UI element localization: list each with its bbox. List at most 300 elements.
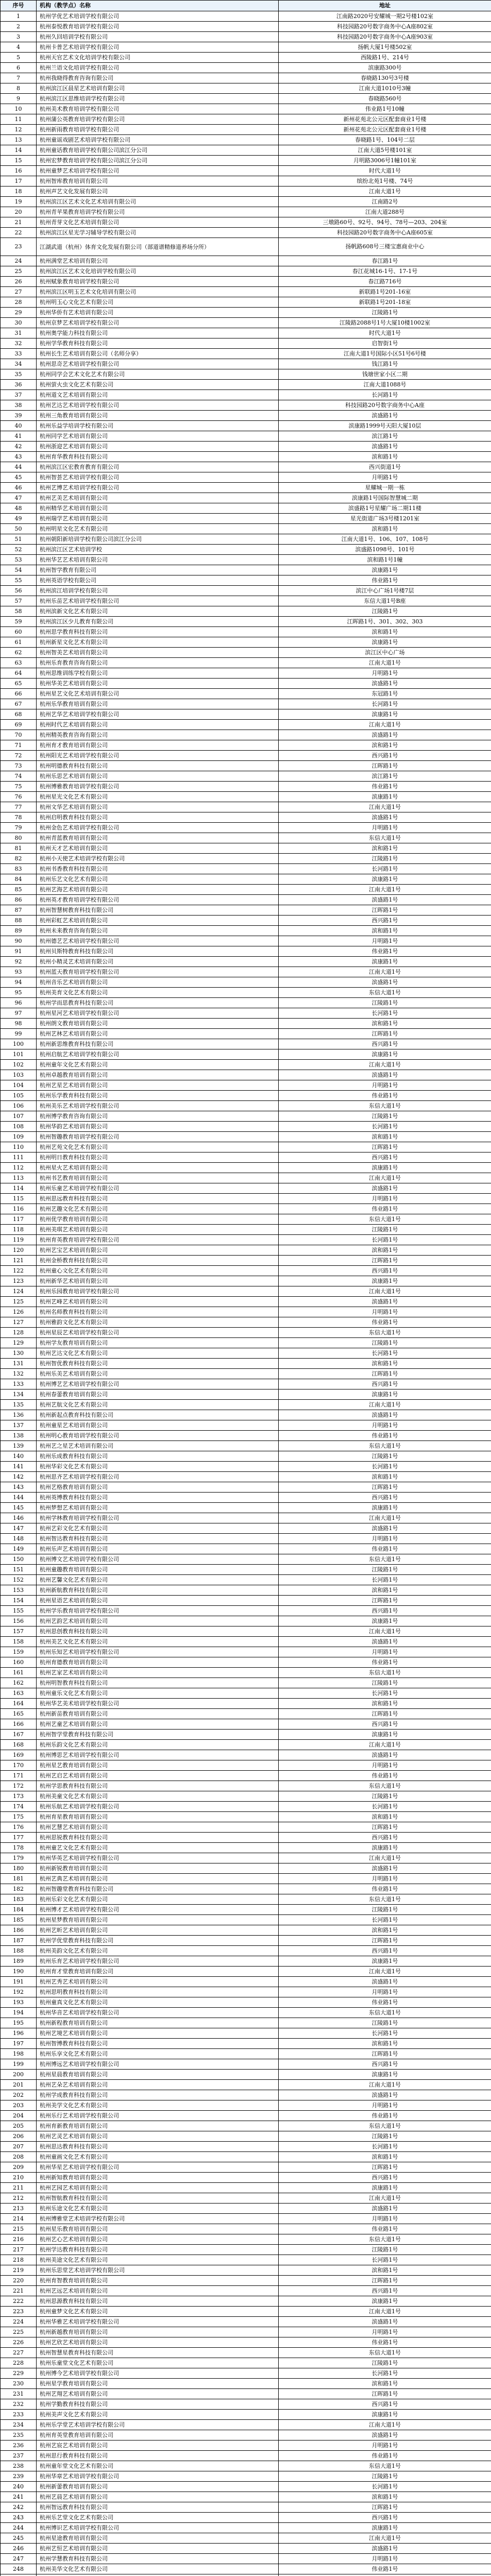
row-address: 滨盛路1号 bbox=[279, 895, 491, 905]
table-row bbox=[1, 228, 491, 238]
row-institution-name: 杭州华英艺术培训学校有限公司 bbox=[37, 1853, 279, 1863]
row-serial-number: 173 bbox=[1, 1791, 37, 1802]
row-address: 江南大道1号 bbox=[279, 2307, 491, 2317]
row-institution-name: 杭州卡普艺术培训学校有限公司 bbox=[37, 42, 279, 53]
row-serial-number: 189 bbox=[1, 1956, 37, 1967]
row-address: 江南大道1号国际小区51号6号楼 bbox=[279, 349, 491, 359]
row-address: 东信大道1号 bbox=[279, 1214, 491, 1225]
row-serial-number: 23 bbox=[1, 238, 37, 256]
row-serial-number: 225 bbox=[1, 2327, 37, 2337]
row-serial-number: 178 bbox=[1, 1843, 37, 1853]
row-address: 西兴路1号 bbox=[279, 916, 491, 926]
row-institution-name: 杭州思维训练学校有限公司 bbox=[37, 668, 279, 679]
row-address: 月明路1号 bbox=[279, 2100, 491, 2111]
table-row bbox=[1, 1070, 491, 1080]
row-institution-name: 杭州艺馨文化艺术有限公司 bbox=[37, 1575, 279, 1585]
table-row bbox=[1, 2018, 491, 2028]
row-address: 滨江区中心广场 bbox=[279, 648, 491, 658]
row-serial-number: 170 bbox=[1, 1760, 37, 1771]
row-address: 滨康路1号 bbox=[279, 1276, 491, 1286]
row-institution-name: 杭州德艺艺术培训学校有限公司 bbox=[37, 936, 279, 946]
row-address: 滨盛路1号星耀广场二期11楼 bbox=[279, 503, 491, 514]
row-address: 月明路1号 bbox=[279, 2214, 491, 2224]
table-row bbox=[1, 2090, 491, 2100]
row-address: 月明路1号 bbox=[279, 1874, 491, 1884]
row-institution-name: 杭州朝阳新培训学校有限公司滨江分公司 bbox=[37, 534, 279, 545]
row-serial-number: 210 bbox=[1, 2173, 37, 2183]
row-address: 长河路1号 bbox=[279, 1575, 491, 1585]
row-institution-name: 杭州艺昕艺术培训有限公司 bbox=[37, 1925, 279, 1936]
table-row bbox=[1, 1400, 491, 1410]
table-row bbox=[1, 1843, 491, 1853]
row-institution-name: 杭州华彩文化艺术有限公司 bbox=[37, 1462, 279, 1472]
row-serial-number: 104 bbox=[1, 1080, 37, 1091]
table-row bbox=[1, 2245, 491, 2255]
row-address: 滨康路1号 bbox=[279, 1049, 491, 1060]
row-institution-name: 杭州博文艺术培训学校有限公司 bbox=[37, 1554, 279, 1565]
row-address: 长河路1号 bbox=[279, 2255, 491, 2265]
row-serial-number: 76 bbox=[1, 792, 37, 802]
table-row bbox=[1, 2379, 491, 2389]
table-row bbox=[1, 1554, 491, 1565]
table-row bbox=[1, 1894, 491, 1905]
row-address: 月明路1号 bbox=[279, 2441, 491, 2451]
row-serial-number: 9 bbox=[1, 94, 37, 104]
row-address: 江南大道1号 bbox=[279, 1740, 491, 1750]
row-serial-number: 117 bbox=[1, 1214, 37, 1225]
row-serial-number: 66 bbox=[1, 689, 37, 699]
row-institution-name: 杭州童年文化艺术有限公司 bbox=[37, 1060, 279, 1070]
row-address: 长河路1号 bbox=[279, 390, 491, 400]
row-institution-name: 杭州滨江区少儿教育有限公司 bbox=[37, 617, 279, 627]
row-address: 滨盛路1号 bbox=[279, 1750, 491, 1760]
row-serial-number: 88 bbox=[1, 916, 37, 926]
table-row bbox=[1, 1049, 491, 1060]
table-row bbox=[1, 751, 491, 761]
row-address: 滨和路1号 bbox=[279, 2492, 491, 2502]
row-institution-name: 杭州智航教育科技有限公司 bbox=[37, 2193, 279, 2204]
row-serial-number: 151 bbox=[1, 1565, 37, 1575]
table-row bbox=[1, 462, 491, 472]
row-institution-name: 杭州乐学堂艺术培训学校有限公司 bbox=[37, 2420, 279, 2430]
row-address: 滨盛路1号 bbox=[279, 1070, 491, 1080]
row-serial-number: 137 bbox=[1, 1420, 37, 1431]
row-address: 东信大道1号 bbox=[279, 2008, 491, 2018]
row-address: 西兴路1号 bbox=[279, 751, 491, 761]
row-serial-number: 32 bbox=[1, 338, 37, 349]
row-institution-name: 杭州久回培训学校有限公司 bbox=[37, 32, 279, 42]
table-row bbox=[1, 217, 491, 228]
row-institution-name: 杭州艺韵艺术培训有限公司 bbox=[37, 1616, 279, 1626]
row-address: 伟业路1号 bbox=[279, 1884, 491, 1894]
row-address: 缤纷北苑1号楼、74号 bbox=[279, 176, 491, 187]
row-serial-number: 131 bbox=[1, 1359, 37, 1369]
row-address: 江南大道1号 bbox=[279, 1626, 491, 1637]
table-row bbox=[1, 658, 491, 668]
row-institution-name: 杭州明日教育科技有限公司 bbox=[37, 1153, 279, 1163]
table-row bbox=[1, 1194, 491, 1204]
row-institution-name: 杭州新雨教育培训学校有限公司 bbox=[37, 125, 279, 135]
table-row bbox=[1, 277, 491, 287]
table-row bbox=[1, 2183, 491, 2193]
row-institution-name: 杭州滨江区艺术文化艺术培训有限公司 bbox=[37, 197, 279, 207]
row-institution-name: 杭州兰语文化培训学校有限公司 bbox=[37, 63, 279, 73]
table-row bbox=[1, 53, 491, 63]
row-serial-number: 218 bbox=[1, 2255, 37, 2265]
row-institution-name: 杭州艺翔艺术培训有限公司 bbox=[37, 2389, 279, 2399]
table-row bbox=[1, 359, 491, 369]
row-serial-number: 55 bbox=[1, 575, 37, 586]
row-address: 月明路1号 bbox=[279, 2554, 491, 2564]
row-institution-name: 杭州童谣戏剧艺术培训学校有限公司 bbox=[37, 135, 279, 145]
table-row bbox=[1, 2162, 491, 2173]
row-serial-number: 169 bbox=[1, 1750, 37, 1760]
row-address: 滨和路1号 bbox=[279, 1812, 491, 1822]
row-address: 星耀城一期一栋 bbox=[279, 483, 491, 493]
table-row bbox=[1, 2152, 491, 2162]
row-institution-name: 杭州华章艺术培训学校有限公司 bbox=[37, 2471, 279, 2482]
row-institution-name: 杭州精英教育咨询有限公司 bbox=[37, 730, 279, 740]
table-row bbox=[1, 2039, 491, 2049]
table-row bbox=[1, 1513, 491, 1523]
row-serial-number: 193 bbox=[1, 1997, 37, 2008]
row-address: 江晖路1号 bbox=[279, 1369, 491, 1379]
row-serial-number: 237 bbox=[1, 2451, 37, 2461]
row-serial-number: 54 bbox=[1, 565, 37, 575]
table-row bbox=[1, 2471, 491, 2482]
row-serial-number: 141 bbox=[1, 1462, 37, 1472]
row-institution-name: 杭州艺达文化艺术有限公司 bbox=[37, 1348, 279, 1359]
table-row bbox=[1, 709, 491, 720]
row-serial-number: 144 bbox=[1, 1493, 37, 1503]
row-address: 滨盛路1号 bbox=[279, 812, 491, 823]
table-row bbox=[1, 555, 491, 565]
row-serial-number: 87 bbox=[1, 905, 37, 916]
row-address: 江晖路1号 bbox=[279, 2389, 491, 2399]
row-serial-number: 182 bbox=[1, 1884, 37, 1894]
table-row bbox=[1, 166, 491, 176]
row-institution-name: 杭州艺达艺术培训学校有限公司 bbox=[37, 400, 279, 411]
row-serial-number: 33 bbox=[1, 349, 37, 359]
row-serial-number: 42 bbox=[1, 442, 37, 452]
row-address: 滨和路1号 bbox=[279, 1359, 491, 1369]
row-address: 滨和路1号 bbox=[279, 740, 491, 751]
row-serial-number: 163 bbox=[1, 1688, 37, 1699]
row-serial-number: 175 bbox=[1, 1812, 37, 1822]
row-institution-name: 杭州艺秀艺术培训有限公司 bbox=[37, 1977, 279, 1987]
row-serial-number: 65 bbox=[1, 679, 37, 689]
row-institution-name: 杭州智趣堂教育科技有限公司 bbox=[37, 1884, 279, 1894]
row-serial-number: 91 bbox=[1, 946, 37, 957]
row-institution-name: 杭州蓝天教育培训学校有限公司 bbox=[37, 967, 279, 977]
row-institution-name: 杭州智博教育科技有限公司 bbox=[37, 2039, 279, 2049]
row-serial-number: 112 bbox=[1, 1163, 37, 1173]
table-row bbox=[1, 1153, 491, 1163]
table-row bbox=[1, 2502, 491, 2513]
row-serial-number: 81 bbox=[1, 843, 37, 854]
row-address: 伟业路1号 bbox=[279, 2224, 491, 2234]
row-serial-number: 58 bbox=[1, 606, 37, 617]
table-row bbox=[1, 2059, 491, 2070]
row-institution-name: 杭州华雅艺术培训学校有限公司 bbox=[37, 2317, 279, 2327]
row-institution-name: 杭州优学教育培训有限公司 bbox=[37, 1214, 279, 1225]
row-institution-name: 杭州滨江培训学校有限公司 bbox=[37, 586, 279, 596]
row-serial-number: 160 bbox=[1, 1657, 37, 1668]
row-address: 滨盛路1号 bbox=[279, 411, 491, 421]
row-address: 月明路1号 bbox=[279, 936, 491, 946]
row-institution-name: 杭州学慧教育科技有限公司 bbox=[37, 2554, 279, 2564]
row-address: 滨盛路1号 bbox=[279, 679, 491, 689]
row-institution-name: 杭州乐艺堂文化艺术有限公司 bbox=[37, 2513, 279, 2523]
row-address: 滨和路1号 bbox=[279, 627, 491, 637]
row-institution-name: 杭州星河艺术培训学校有限公司 bbox=[37, 1008, 279, 1019]
row-address: 滨康路1号 bbox=[279, 709, 491, 720]
row-institution-name: 杭州我晓得教育咨询有限公司 bbox=[37, 73, 279, 83]
row-address: 滨和路1号 bbox=[279, 524, 491, 534]
row-address: 西兴路1号 bbox=[279, 1719, 491, 1730]
row-institution-name: 杭州美琪艺术培训有限公司 bbox=[37, 1225, 279, 1235]
row-serial-number: 248 bbox=[1, 2564, 37, 2574]
row-serial-number: 36 bbox=[1, 380, 37, 390]
table-row bbox=[1, 287, 491, 297]
row-institution-name: 杭州乐苗艺术培训学校有限公司 bbox=[37, 596, 279, 606]
table-row bbox=[1, 369, 491, 380]
table-row bbox=[1, 2492, 491, 2502]
row-serial-number: 67 bbox=[1, 699, 37, 709]
table-header bbox=[1, 1, 491, 11]
row-address: 伟业路1号 bbox=[279, 1544, 491, 1554]
row-serial-number: 165 bbox=[1, 1709, 37, 1719]
row-serial-number: 48 bbox=[1, 503, 37, 514]
table-row bbox=[1, 1750, 491, 1760]
row-address: 滨盛路1号 bbox=[279, 977, 491, 988]
row-serial-number: 192 bbox=[1, 1987, 37, 1997]
table-row bbox=[1, 1142, 491, 1153]
row-serial-number: 86 bbox=[1, 895, 37, 905]
row-serial-number: 183 bbox=[1, 1894, 37, 1905]
table-row bbox=[1, 720, 491, 730]
table-row bbox=[1, 2255, 491, 2265]
row-serial-number: 190 bbox=[1, 1967, 37, 1977]
table-row bbox=[1, 452, 491, 462]
row-institution-name: 杭州华美艺术培训有限公司 bbox=[37, 679, 279, 689]
table-row bbox=[1, 1596, 491, 1606]
row-address: 东冠路1号 bbox=[279, 689, 491, 699]
row-institution-name: 杭州童梦文化艺术有限公司 bbox=[37, 2307, 279, 2317]
row-institution-name: 杭州育才堂教育培训有限公司 bbox=[37, 1967, 279, 1977]
table-row bbox=[1, 854, 491, 864]
row-serial-number: 1 bbox=[1, 11, 37, 22]
row-serial-number: 51 bbox=[1, 534, 37, 545]
row-serial-number: 145 bbox=[1, 1503, 37, 1513]
row-institution-name: 杭州乐航艺术培训学校有限公司 bbox=[37, 1802, 279, 1812]
row-institution-name: 杭州童乐文化艺术有限公司 bbox=[37, 1688, 279, 1699]
row-address: 滨康路1号 bbox=[279, 2410, 491, 2420]
table-row bbox=[1, 1719, 491, 1730]
table-row bbox=[1, 2482, 491, 2492]
row-serial-number: 180 bbox=[1, 1863, 37, 1874]
row-address: 长河路1号 bbox=[279, 699, 491, 709]
row-address: 滨康路1号 bbox=[279, 1956, 491, 1967]
row-address: 长河路1号 bbox=[279, 2142, 491, 2152]
row-institution-name: 杭州天官艺术文化培训学校有限公司 bbox=[37, 53, 279, 63]
row-address: 伟业路1号 bbox=[279, 1997, 491, 2008]
row-address: 春江路1号 bbox=[279, 256, 491, 266]
row-serial-number: 2 bbox=[1, 22, 37, 32]
row-serial-number: 247 bbox=[1, 2554, 37, 2564]
row-institution-name: 杭州萤火虫文化艺术有限公司 bbox=[37, 380, 279, 390]
row-address: 滨和路1号 bbox=[279, 1245, 491, 1256]
table-row bbox=[1, 730, 491, 740]
row-address: 科技园路20号数字商务中心A座605室 bbox=[279, 228, 491, 238]
table-row bbox=[1, 22, 491, 32]
row-serial-number: 246 bbox=[1, 2544, 37, 2554]
row-address: 滨盛路1号 bbox=[279, 1297, 491, 1307]
table-row bbox=[1, 2358, 491, 2368]
row-address: 扬帆大厦1号楼502室 bbox=[279, 42, 491, 53]
table-row bbox=[1, 1359, 491, 1369]
row-address: 滨康路1号 bbox=[279, 1843, 491, 1853]
row-serial-number: 231 bbox=[1, 2389, 37, 2399]
row-address: 月明路1号 bbox=[279, 1420, 491, 1431]
table-row bbox=[1, 1214, 491, 1225]
table-row bbox=[1, 197, 491, 207]
table-row bbox=[1, 895, 491, 905]
row-address: 春晓路560号 bbox=[279, 94, 491, 104]
row-serial-number: 121 bbox=[1, 1256, 37, 1266]
table-row bbox=[1, 1204, 491, 1214]
row-serial-number: 31 bbox=[1, 328, 37, 338]
row-institution-name: 杭州育德教育培训有限公司 bbox=[37, 1657, 279, 1668]
row-institution-name: 杭州学思教育科技有限公司 bbox=[37, 1781, 279, 1791]
table-row bbox=[1, 926, 491, 936]
row-institution-name: 杭州育新教育培训有限公司 bbox=[37, 2121, 279, 2131]
row-serial-number: 164 bbox=[1, 1699, 37, 1709]
table-row bbox=[1, 1936, 491, 1946]
table-row bbox=[1, 792, 491, 802]
table-row bbox=[1, 1369, 491, 1379]
table-row bbox=[1, 104, 491, 114]
row-serial-number: 233 bbox=[1, 2410, 37, 2420]
row-serial-number: 148 bbox=[1, 1534, 37, 1544]
table-row bbox=[1, 2008, 491, 2018]
row-serial-number: 74 bbox=[1, 771, 37, 782]
row-institution-name: 杭州艺苑文化艺术有限公司 bbox=[37, 1142, 279, 1153]
row-address: 西兴路1号 bbox=[279, 2399, 491, 2410]
row-institution-name: 杭州思达教育科技有限公司 bbox=[37, 2142, 279, 2152]
table-row bbox=[1, 1977, 491, 1987]
table-row bbox=[1, 916, 491, 926]
row-institution-name: 杭州艺美艺术培训有限公司 bbox=[37, 493, 279, 503]
row-institution-name: 杭州满堂艺术培训有限公司 bbox=[37, 256, 279, 266]
row-serial-number: 166 bbox=[1, 1719, 37, 1730]
row-address: 长河路1号 bbox=[279, 1348, 491, 1359]
row-address: 滨和路1号 bbox=[279, 2152, 491, 2162]
row-address: 滨盛路1号 bbox=[279, 442, 491, 452]
row-address: 江南大道5号楼101室 bbox=[279, 145, 491, 156]
row-institution-name: 杭州美途文化艺术有限公司 bbox=[37, 2255, 279, 2265]
row-serial-number: 109 bbox=[1, 1132, 37, 1142]
row-serial-number: 177 bbox=[1, 1833, 37, 1843]
table-row bbox=[1, 1029, 491, 1039]
row-address: 滨和路1号 bbox=[279, 452, 491, 462]
table-row bbox=[1, 864, 491, 874]
table-row bbox=[1, 1019, 491, 1029]
table-row bbox=[1, 1637, 491, 1647]
table-row bbox=[1, 812, 491, 823]
row-address: 江南大道1号 bbox=[279, 1060, 491, 1070]
row-serial-number: 156 bbox=[1, 1616, 37, 1626]
row-address: 西兴路1号 bbox=[279, 1153, 491, 1163]
row-institution-name: 杭州彩虹艺术培训有限公司 bbox=[37, 916, 279, 926]
row-serial-number: 157 bbox=[1, 1626, 37, 1637]
row-serial-number: 207 bbox=[1, 2142, 37, 2152]
table-row bbox=[1, 833, 491, 843]
row-institution-name: 杭州艺慧艺术培训有限公司 bbox=[37, 1822, 279, 1833]
row-address: 科技园路20号数字商务中心A座 bbox=[279, 400, 491, 411]
row-address: 滨盛路1098号、101号 bbox=[279, 545, 491, 555]
row-serial-number: 201 bbox=[1, 2080, 37, 2090]
table-row bbox=[1, 1874, 491, 1884]
table-row bbox=[1, 2554, 491, 2564]
row-institution-name: 杭州乐途文化艺术有限公司 bbox=[37, 2204, 279, 2214]
row-address: 江晖路1号 bbox=[279, 2276, 491, 2286]
row-serial-number: 25 bbox=[1, 266, 37, 277]
row-institution-name: 杭州学优艺术培训学校有限公司 bbox=[37, 11, 279, 22]
table-row bbox=[1, 1585, 491, 1596]
table-row bbox=[1, 1503, 491, 1513]
table-row bbox=[1, 586, 491, 596]
table-row bbox=[1, 802, 491, 812]
row-serial-number: 220 bbox=[1, 2276, 37, 2286]
row-address: 长河路1号 bbox=[279, 2368, 491, 2379]
row-address: 月明路1号 bbox=[279, 1307, 491, 1317]
row-address: 江南大道1号 bbox=[279, 802, 491, 812]
row-serial-number: 70 bbox=[1, 730, 37, 740]
row-institution-name: 杭州艺欣艺术培训有限公司 bbox=[37, 2337, 279, 2348]
row-institution-name: 杭州乐益学培训学校有限公司 bbox=[37, 421, 279, 431]
row-serial-number: 101 bbox=[1, 1049, 37, 1060]
table-row bbox=[1, 1472, 491, 1482]
row-address: 长河路1号 bbox=[279, 2028, 491, 2039]
row-serial-number: 99 bbox=[1, 1029, 37, 1039]
row-serial-number: 19 bbox=[1, 197, 37, 207]
row-serial-number: 34 bbox=[1, 359, 37, 369]
row-institution-name: 杭州时代艺术培训有限公司 bbox=[37, 720, 279, 730]
table-row bbox=[1, 503, 491, 514]
row-address: 伟业路1号 bbox=[279, 1317, 491, 1328]
table-row bbox=[1, 1039, 491, 1049]
table-row bbox=[1, 998, 491, 1008]
row-address: 江陵路1号 bbox=[279, 308, 491, 318]
row-address: 月明路1号 bbox=[279, 668, 491, 679]
row-institution-name: 杭州乐思堂艺术培训学校有限公司 bbox=[37, 2265, 279, 2276]
table-row bbox=[1, 266, 491, 277]
row-serial-number: 6 bbox=[1, 63, 37, 73]
row-address: 伟业路1号 bbox=[279, 782, 491, 792]
row-institution-name: 杭州滨江区晨星艺术培训有限公司 bbox=[37, 83, 279, 94]
table-row bbox=[1, 2070, 491, 2080]
row-institution-name: 杭州华音艺术培训学校有限公司 bbox=[37, 2008, 279, 2018]
row-institution-name: 杭州同学会艺术文化艺术有限公司 bbox=[37, 369, 279, 380]
row-institution-name: 杭州育才教育培训有限公司 bbox=[37, 740, 279, 751]
row-serial-number: 226 bbox=[1, 2337, 37, 2348]
row-institution-name: 杭州泰悦教育培训学校有限公司 bbox=[37, 22, 279, 32]
table-row bbox=[1, 1482, 491, 1493]
row-address: 长河路1号 bbox=[279, 1688, 491, 1699]
row-institution-name: 杭州艺境艺术培训有限公司 bbox=[37, 2028, 279, 2039]
table-row bbox=[1, 885, 491, 895]
